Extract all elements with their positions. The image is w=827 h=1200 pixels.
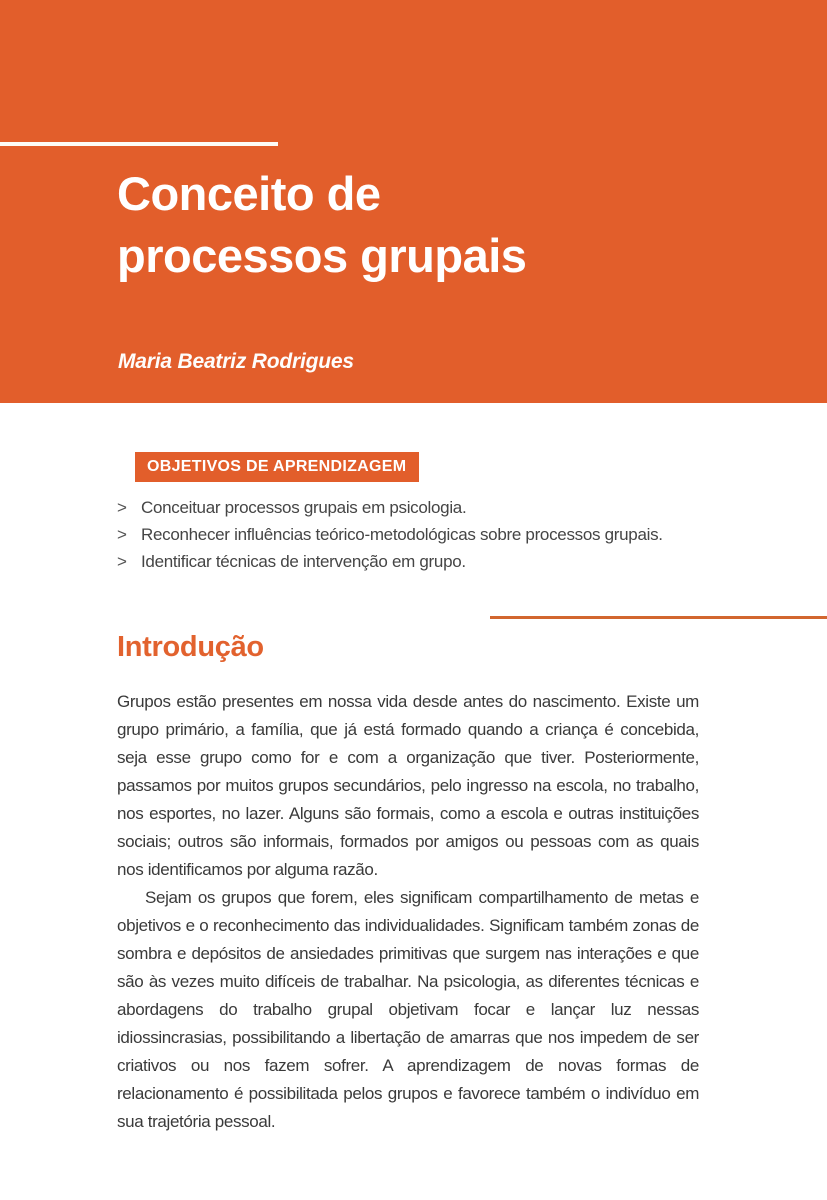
objectives-list — [117, 494, 717, 575]
objective-text: Reconhecer influências teórico-metodológicas sobre processos grupais. — [141, 525, 663, 544]
objective-item — [117, 494, 717, 521]
objective-item — [117, 521, 717, 548]
chapter-header — [0, 0, 827, 403]
chapter-author: Maria Beatriz Rodrigues — [118, 350, 354, 373]
body-text-block — [117, 688, 699, 1136]
chapter-title-line1: Conceito de — [117, 167, 381, 220]
paragraph: Grupos estão presentes em nossa vida desde antes do nascimento. Existe um grupo primário, a família, que já está formado quando a criança é concebida, seja esse grupo como for e com a organização que tiver. Posteriormente, passamos por muitos grupos secundários, pelo ingresso na escola, no trabalho, nos esportes, no lazer. Alguns são formais, como a escola e outras instituições sociais; outros são informais, formados por amigos ou pessoas com as quais nos identificamos por alguma razão. — [117, 692, 699, 879]
objective-text: Conceituar processos grupais em psicologia. — [141, 498, 467, 517]
objective-item — [117, 548, 717, 575]
section-heading: Introdução — [117, 631, 264, 663]
paragraph: Sejam os grupos que forem, eles significam compartilhamento de metas e objetivos e o reconhecimento das individualidades. Significam também zonas de sombra e depósitos de ansiedades primitivas que surgem nas interações e que são às vezes muito difíceis de trabalhar. Na psicologia, as diferentes técnicas e abordagens do trabalho grupal objetivam focar e lançar luz nessas idiossincrasias, possibilitando a libertação de amarras que nos impedem de ser criativos ou nos fazem sofrer. A aprendizagem de novas formas de relacionamento é possibilitada pelos grupos e favorece também o indivíduo em sua trajetória pessoal. — [117, 888, 699, 1131]
header-accent-line — [0, 142, 278, 146]
list-marker: > — [117, 498, 127, 517]
chapter-title — [117, 163, 757, 287]
list-marker: > — [117, 525, 127, 544]
objective-text: Identificar técnicas de intervenção em grupo. — [141, 552, 466, 571]
objectives-badge: OBJETIVOS DE APRENDIZAGEM — [135, 452, 419, 482]
list-marker: > — [117, 552, 127, 571]
chapter-title-line2: processos grupais — [117, 229, 527, 282]
section-divider-line — [490, 616, 827, 619]
